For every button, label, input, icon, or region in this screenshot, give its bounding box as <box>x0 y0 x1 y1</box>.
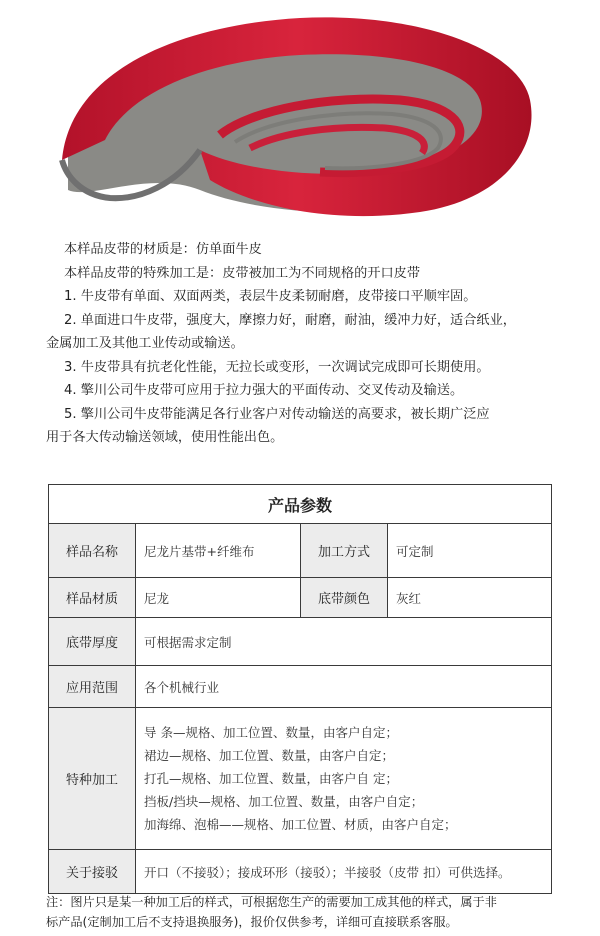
label-scope: 应用范围 <box>49 666 136 708</box>
value-color: 灰红 <box>388 578 552 618</box>
footnote-line: 注：图片只是某一种加工后的样式，可根据您生产的需要加工成其他的样式，属于非 <box>46 895 497 909</box>
footnote <box>46 892 556 932</box>
label-special: 特种加工 <box>49 708 136 850</box>
label-joint: 关于接驳 <box>49 850 136 894</box>
value-material: 尼龙 <box>136 578 301 618</box>
label-material: 样品材质 <box>49 578 136 618</box>
special-line: 裙边—规格、加工位置、数量，由客户自定； <box>144 748 395 763</box>
value-joint: 开口（不接驳）；接成环形（接驳）；半接驳（皮带 扣）可供选择。 <box>136 850 552 894</box>
label-process: 加工方式 <box>301 524 388 578</box>
intro-line: 1. 牛皮带有单面、双面两类，表层牛皮柔韧耐磨，皮带接口平顺牢固。 <box>64 289 477 304</box>
special-line: 导 条—规格、加工位置、数量，由客户自定； <box>144 725 398 740</box>
intro-line: 用于各大传动输送领域，使用性能出色。 <box>46 430 284 445</box>
label-color: 底带颜色 <box>301 578 388 618</box>
intro-line: 5. 擎川公司牛皮带能满足各行业客户对传动输送的高要求，被长期广泛应 <box>64 406 490 422</box>
spec-table <box>48 484 552 894</box>
intro-line: 本样品皮带的特殊加工是：皮带被加工为不同规格的开口皮带 <box>64 265 421 281</box>
intro-line: 2. 单面进口牛皮带，强度大，摩擦力好，耐磨，耐油，缓冲力好，适合纸业， <box>64 312 516 328</box>
value-scope: 各个机械行业 <box>136 666 552 708</box>
table-title: 产品参数 <box>49 485 552 524</box>
label-thickness: 底带厚度 <box>49 618 136 666</box>
special-line: 打孔—规格、加工位置、数量，由客户自 定； <box>144 771 398 786</box>
value-special <box>136 708 552 850</box>
intro-line: 本样品皮带的材质是：仿单面牛皮 <box>64 242 262 257</box>
intro-line: 金属加工及其他工业传动或输送。 <box>46 336 244 351</box>
intro-text <box>46 238 566 450</box>
footnote-line: 标产品(定制加工后不支持退换服务)，报价仅供参考，详细可直接联系客服。 <box>46 915 458 929</box>
value-process: 可定制 <box>388 524 552 578</box>
special-line: 加海绵、泡棉——规格、加工位置、材质，由客户自定； <box>144 817 457 832</box>
special-line: 挡板/挡块—规格、加工位置、数量，由客户自定； <box>144 794 424 809</box>
value-name: 尼龙片基带+纤维布 <box>136 524 301 578</box>
intro-line: 4. 擎川公司牛皮带可应用于拉力强大的平面传动、交叉传动及输送。 <box>64 383 464 398</box>
intro-line: 3. 牛皮带具有抗老化性能，无拉长或变形，一次调试完成即可长期使用。 <box>64 359 490 375</box>
product-photo <box>0 0 600 232</box>
label-name: 样品名称 <box>49 524 136 578</box>
value-thickness: 可根据需求定制 <box>136 618 552 666</box>
